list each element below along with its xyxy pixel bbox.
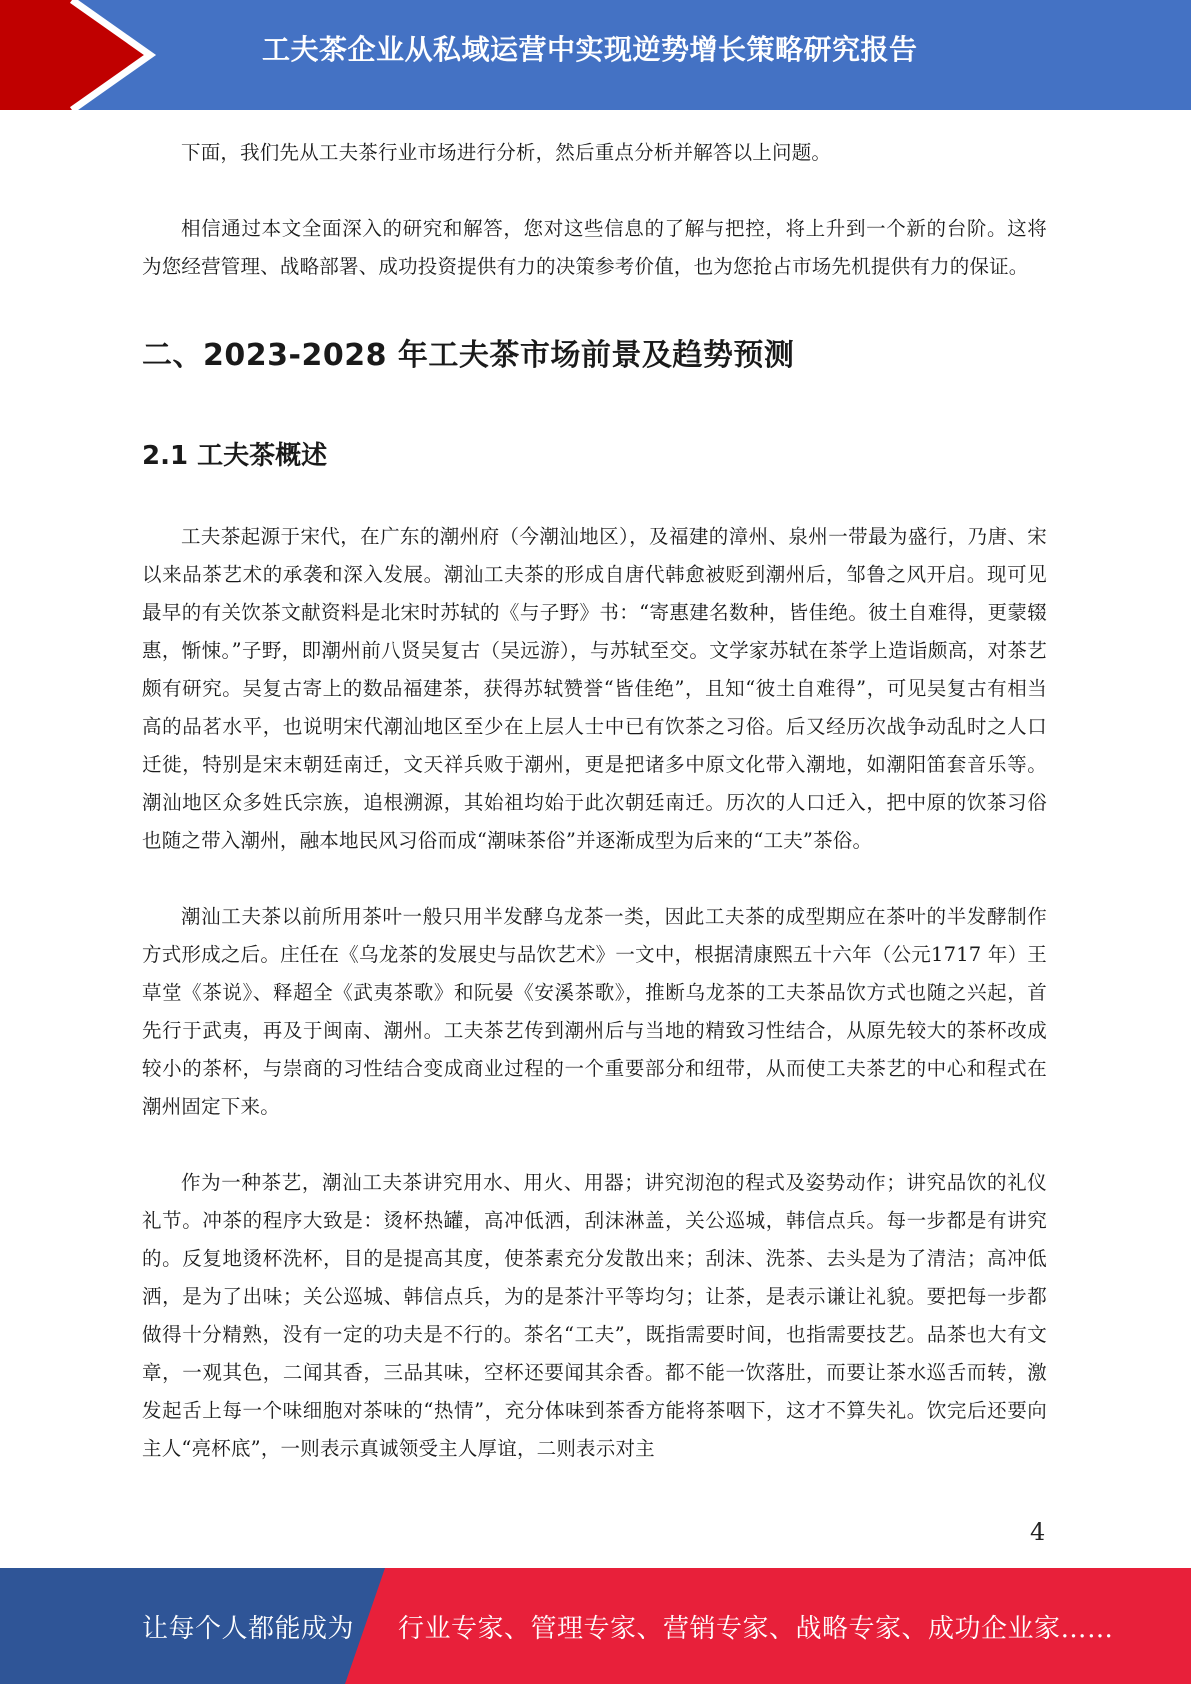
header-title: 工夫茶企业从私域运营中实现逆势增长策略研究报告 <box>262 33 918 66</box>
section-heading: 二、2023-2028 年工夫茶市场前景及趋势预测 <box>142 338 795 373</box>
footer-slogan-left: 让每个人都能成为 <box>142 1614 355 1644</box>
subsection-heading: 2.1 工夫茶概述 <box>142 441 328 471</box>
page-number: 4 <box>1030 1518 1046 1546</box>
body-paragraph: 工夫茶起源于宋代，在广东的潮州府（今潮汕地区），及福建的漳州、泉州一带最为盛行，乃唐、宋以来品茶艺术的承袭和深入发展。潮汕工夫茶的形成自唐代韩愈被贬到潮州后，邹鲁之风开启。现可见最早的有关饮茶文献资料是北宋时苏轼的《与子野》书：“寄惠建名数种，皆佳绝。彼土自难得，更蒙辍惠，惭悚。”子野，即潮州前八贤吴复古（吴远游），与苏轼至交。文学家苏轼在茶学上造诣颇高，对茶艺颇有研究。吴复古寄上的数品福建茶，获得苏轼赞誉“皆佳绝”，且知“彼土自难得”，可见吴复古有相当高的品茗水平，也说明宋代潮汕地区至少在上层人士中已有饮茶之习俗。后又经历次战争动乱时之人口迁徙，特别是宋末朝廷南迁，文天祥兵败于潮州，更是把诸多中原文化带入潮地，如潮阳笛套音乐等。潮汕地区众多姓氏宗族，追根溯源，其始祖均始于此次朝廷南迁。历次的人口迁入，把中原的饮茶习俗也随之带入潮州，融本地民风习俗而成“潮味茶俗”并逐渐成型为后来的“工夫”茶俗。 <box>142 525 1047 852</box>
document-body <box>142 134 1047 1468</box>
body-paragraph: 潮汕工夫茶以前所用茶叶一般只用半发酵乌龙茶一类，因此工夫茶的成型期应在茶叶的半发酵制作方式形成之后。庄任在《乌龙茶的发展史与品饮艺术》一文中，根据清康熙五十六年（公元1717 年）王草堂《茶说》、释超全《武夷茶歌》和阮晏《安溪茶歌》，推断乌龙茶的工夫茶品饮方式也随之兴起，首先行于武夷，再及于闽南、潮州。工夫茶艺传到潮州后与当地的精致习性结合，从原先较大的茶杯改成较小的茶杯，与崇商的习性结合变成商业过程的一个重要部分和纽带，从而使工夫茶艺的中心和程式在潮州固定下来。 <box>142 905 1047 1118</box>
footer-slogan-right: 行业专家、管理专家、营销专家、战略专家、成功企业家…… <box>398 1614 1114 1644</box>
page-header <box>0 0 1191 110</box>
intro-paragraph: 下面，我们先从工夫茶行业市场进行分析，然后重点分析并解答以上问题。 <box>181 141 832 164</box>
body-paragraph: 作为一种茶艺，潮汕工夫茶讲究用水、用火、用器；讲究沏泡的程式及姿势动作；讲究品饮的礼仪礼节。冲茶的程序大致是：烫杯热罐，高冲低洒，刮沫淋盖，关公巡城，韩信点兵。每一步都是有讲究的。反复地烫杯洗杯，目的是提高其度，使茶素充分发散出来；刮沫、洗茶、去头是为了清洁；高冲低洒，是为了出味；关公巡城、韩信点兵，为的是茶汁平等均匀；让茶，是表示谦让礼貌。要把每一步都做得十分精熟，没有一定的功夫是不行的。茶名“工夫”，既指需要时间，也指需要技艺。品茶也大有文章，一观其色，二闻其香，三品其味，空杯还要闻其余香。都不能一饮落肚，而要让茶水巡舌而转，激发起舌上每一个味细胞对茶味的“热情”，充分体味到茶香方能将茶咽下，这才不算失礼。饮完后还要向主人“亮杯底”，一则表示真诚领受主人厚谊，二则表示对主 <box>142 1171 1047 1460</box>
page-footer <box>0 1568 1191 1684</box>
intro-paragraph: 相信通过本文全面深入的研究和解答，您对这些信息的了解与把控，将上升到一个新的台阶。这将为您经营管理、战略部署、成功投资提供有力的决策参考价值，也为您抢占市场先机提供有力的保证。 <box>142 217 1047 278</box>
